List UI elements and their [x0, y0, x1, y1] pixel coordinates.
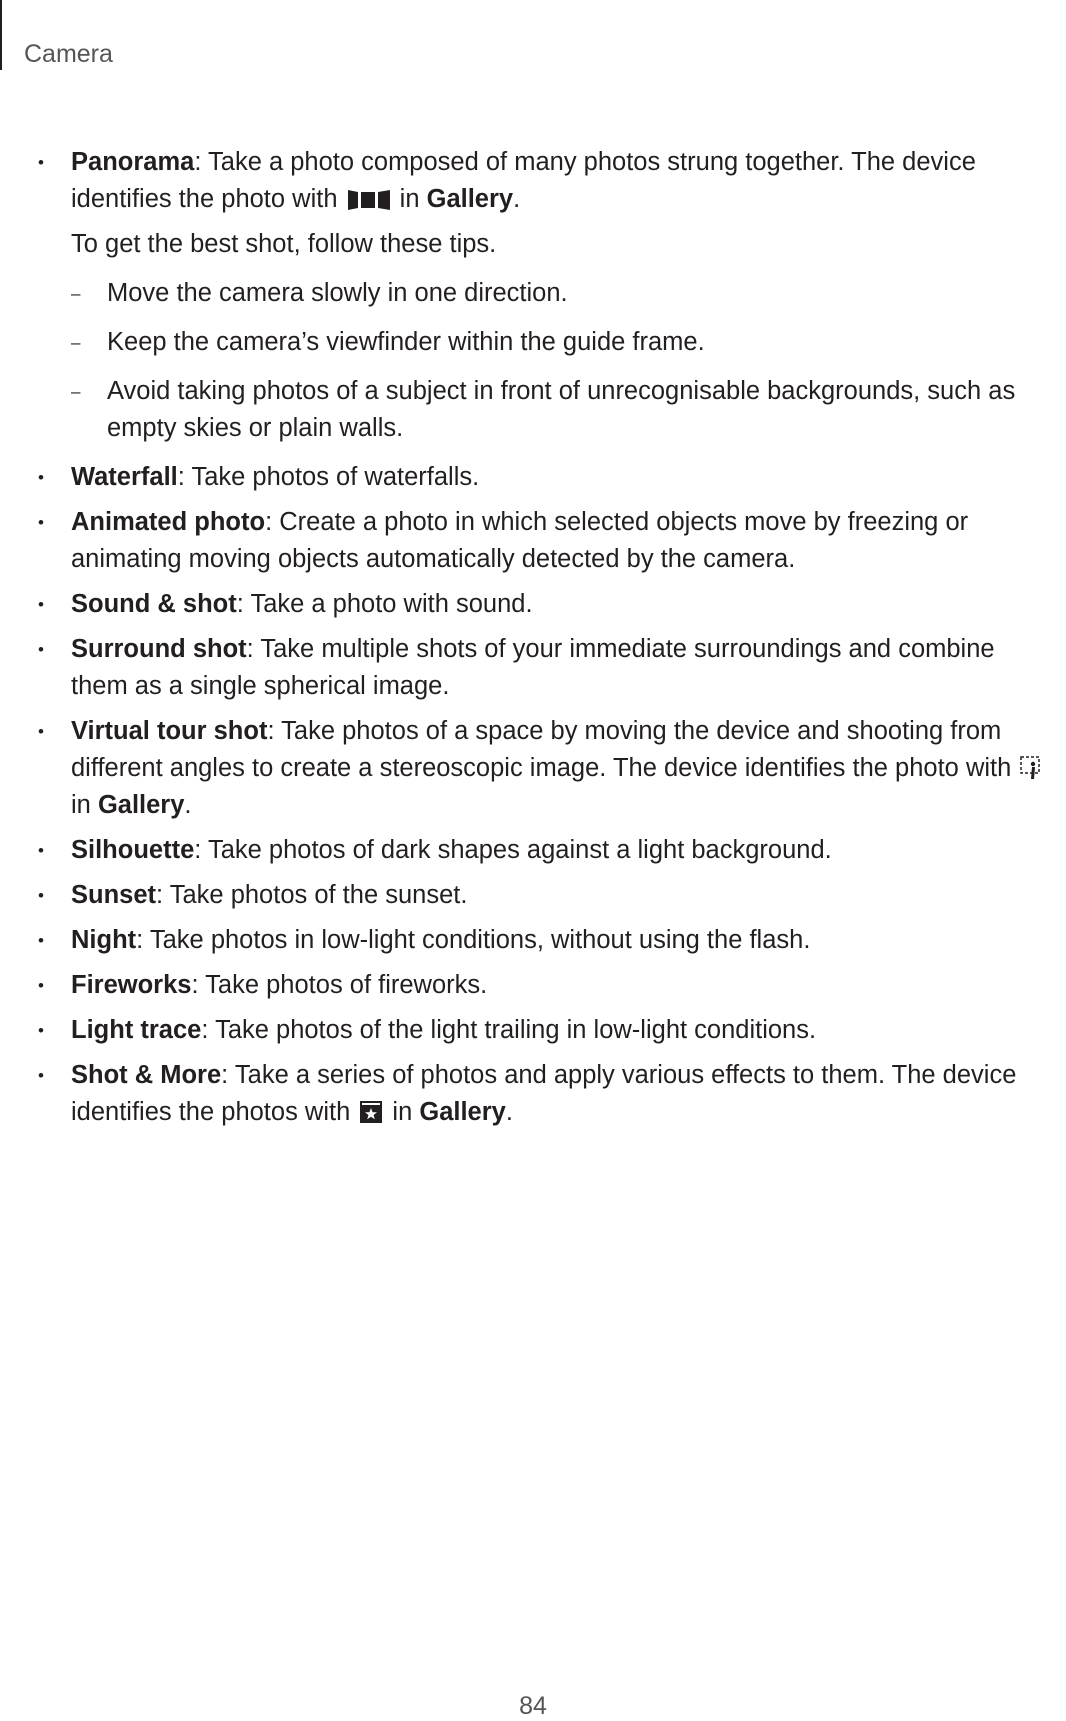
period: . [184, 791, 192, 819]
mode-description: : Take photos of dark shapes against a light background. [194, 836, 832, 864]
list-item-virtual-tour-shot [0, 713, 1066, 824]
bullet: • [38, 886, 44, 905]
mode-description: : Take a photo composed of many photos strung together. The device identifies the photo with [71, 148, 976, 213]
mode-label: Silhouette [71, 836, 195, 864]
mode-label: Light trace [71, 1016, 202, 1044]
header-rule [0, 0, 2, 70]
page-number: 84 [519, 1692, 547, 1720]
list-item-shot-and-more [0, 1057, 1066, 1131]
panorama-film-icon [347, 189, 391, 211]
list-item-sunset [0, 877, 1066, 914]
mode-label: Waterfall [71, 463, 178, 491]
mode-list [0, 144, 1066, 1139]
list-item-night [0, 922, 1066, 959]
mode-label: Sound & shot [71, 590, 237, 618]
list-item-panorama [0, 144, 1066, 218]
mode-label: Shot & More [71, 1061, 222, 1089]
list-item-waterfall [0, 459, 1066, 496]
tip-item [0, 275, 1066, 312]
bullet: • [38, 841, 44, 860]
tip-item [0, 324, 1066, 361]
bullet: • [38, 931, 44, 950]
mode-description: : Take multiple shots of your immediate surroundings and combine them as a single spherical image. [71, 635, 995, 700]
bullet: • [38, 468, 44, 487]
list-item-animated-photo [0, 504, 1066, 578]
mode-description: : Take photos of the light trailing in low-light conditions. [201, 1016, 817, 1044]
tip-text: Move the camera slowly in one direction. [107, 279, 568, 307]
mode-description: : Take photos in low-light conditions, without using the flash. [136, 926, 811, 954]
mode-description: : Take photos of waterfalls. [177, 463, 480, 491]
tip-item [0, 373, 1066, 447]
period: . [513, 185, 521, 213]
tips-intro: To get the best shot, follow these tips. [71, 230, 497, 258]
bullet: • [38, 722, 44, 741]
mode-description: : Create a photo in which selected objects move by freezing or animating moving objects automatically detected by the camera. [71, 508, 969, 573]
mode-description: : Take photos of a space by moving the device and shooting from different angles to create a stereoscopic image. The device identifies the photo with [71, 717, 1019, 782]
in-text: in [392, 185, 427, 213]
dash: – [71, 382, 81, 401]
mode-description: : Take photos of fireworks. [191, 971, 488, 999]
section-title: Camera [24, 40, 113, 68]
gallery-link: Gallery [426, 185, 514, 213]
bullet: • [38, 595, 44, 614]
bullet: • [38, 513, 44, 532]
period: . [505, 1098, 513, 1126]
shot-and-more-icon [359, 1100, 383, 1124]
mode-label: Surround shot [71, 635, 247, 663]
bullet: • [38, 640, 44, 659]
mode-label: Fireworks [71, 971, 192, 999]
mode-label: Animated photo [71, 508, 266, 536]
mode-description: : Take a photo with sound. [236, 590, 533, 618]
gallery-link: Gallery [419, 1098, 506, 1126]
mode-label: Night [71, 926, 137, 954]
bullet: • [38, 153, 44, 172]
in-text: in [385, 1098, 420, 1126]
in-text: in [71, 791, 98, 819]
list-item-silhouette [0, 832, 1066, 869]
list-item-fireworks [0, 967, 1066, 1004]
mode-description: : Take photos of the sunset. [156, 881, 468, 909]
virtual-tour-icon [1020, 756, 1042, 780]
list-item-sound-and-shot [0, 586, 1066, 623]
dash: – [71, 284, 81, 303]
bullet: • [38, 1021, 44, 1040]
mode-label: Virtual tour shot [71, 717, 268, 745]
gallery-link: Gallery [97, 791, 185, 819]
bullet: • [38, 1066, 44, 1085]
mode-description: : Take a series of photos and apply various effects to them. The device identifies the photos with [71, 1061, 1017, 1126]
dash: – [71, 333, 81, 352]
tip-text: Avoid taking photos of a subject in front of unrecognisable backgrounds, such as empty skies or plain walls. [107, 377, 1016, 442]
tip-text: Keep the camera’s viewfinder within the guide frame. [107, 328, 705, 356]
mode-label: Panorama [71, 148, 195, 176]
list-item-surround-shot [0, 631, 1066, 705]
mode-label: Sunset [71, 881, 157, 909]
list-item-light-trace [0, 1012, 1066, 1049]
bullet: • [38, 976, 44, 995]
